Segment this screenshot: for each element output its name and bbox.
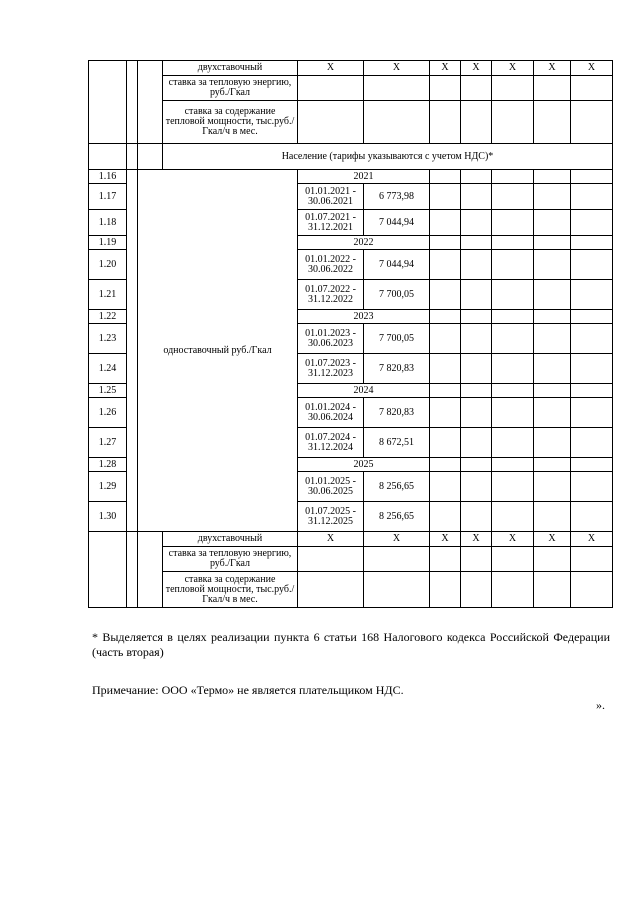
rate-capacity-label: ставка за содержание тепловой мощности, тыс.руб./Гкал/ч в мес. (163, 572, 298, 608)
period-cell: 01.01.2021 - 30.06.2021 (298, 184, 364, 210)
empty-cell (461, 502, 492, 532)
tariff-value: 7 820,83 (364, 398, 430, 428)
empty-cell (492, 384, 534, 398)
x-mark: X (298, 61, 364, 76)
empty-cell (492, 398, 534, 428)
two-part-label: двухставочный (163, 61, 298, 76)
empty-cell (461, 384, 492, 398)
x-mark: X (364, 61, 430, 76)
empty-cell (461, 210, 492, 236)
empty-cell (461, 101, 492, 144)
row-number: 1.25 (89, 384, 127, 398)
empty-cell (534, 210, 571, 236)
empty-cell (461, 472, 492, 502)
empty-cell (364, 547, 430, 572)
year-header: 2022 (298, 236, 430, 250)
empty-cell (430, 310, 461, 324)
empty-cell (571, 310, 613, 324)
empty-cell (430, 428, 461, 458)
empty-cell (298, 547, 364, 572)
tariff-value: 7 044,94 (364, 210, 430, 236)
empty-cell (571, 458, 613, 472)
tariff-value: 8 256,65 (364, 502, 430, 532)
tariff-table (88, 60, 613, 608)
period-cell: 01.07.2024 - 31.12.2024 (298, 428, 364, 458)
tariff-value: 8 256,65 (364, 472, 430, 502)
empty-cell (571, 502, 613, 532)
empty-cell (492, 280, 534, 310)
x-mark: X (430, 61, 461, 76)
empty-cell (571, 210, 613, 236)
empty-cell (138, 144, 163, 170)
empty-cell (534, 428, 571, 458)
empty-cell (492, 101, 534, 144)
empty-cell (571, 184, 613, 210)
empty-cell (492, 184, 534, 210)
tariff-value: 6 773,98 (364, 184, 430, 210)
empty-cell (461, 398, 492, 428)
empty-cell (298, 76, 364, 101)
row-number: 1.28 (89, 458, 127, 472)
one-part-label: одноставочный руб./Гкал (138, 170, 298, 532)
rate-energy-label: ставка за тепловую энергию, руб./Гкал (163, 76, 298, 101)
empty-cell (364, 76, 430, 101)
empty-cell (461, 170, 492, 184)
empty-cell (534, 458, 571, 472)
row-number: 1.18 (89, 210, 127, 236)
period-cell: 01.01.2023 - 30.06.2023 (298, 324, 364, 354)
vat-note: Примечание: ООО «Термо» не является плательщиком НДС. (92, 683, 404, 697)
row-number: 1.30 (89, 502, 127, 532)
empty-num-cell (89, 61, 127, 144)
x-mark: X (461, 532, 492, 547)
empty-cell (571, 428, 613, 458)
empty-cell (492, 170, 534, 184)
empty-cell (138, 532, 163, 608)
year-header: 2025 (298, 458, 430, 472)
empty-cell (127, 170, 138, 532)
empty-cell (534, 310, 571, 324)
empty-cell (571, 547, 613, 572)
empty-cell (461, 236, 492, 250)
empty-cell (571, 324, 613, 354)
rate-energy-label: ставка за тепловую энергию, руб./Гкал (163, 547, 298, 572)
x-mark: X (298, 532, 364, 547)
empty-cell (461, 324, 492, 354)
empty-cell (430, 324, 461, 354)
empty-cell (492, 458, 534, 472)
empty-cell (534, 572, 571, 608)
empty-cell (571, 101, 613, 144)
empty-cell (138, 61, 163, 144)
empty-cell (127, 144, 138, 170)
tariff-value: 7 700,05 (364, 280, 430, 310)
empty-cell (461, 76, 492, 101)
year-header: 2023 (298, 310, 430, 324)
empty-cell (127, 532, 138, 608)
empty-cell (492, 428, 534, 458)
empty-cell (492, 502, 534, 532)
empty-cell (571, 354, 613, 384)
period-cell: 01.07.2022 - 31.12.2022 (298, 280, 364, 310)
empty-cell (461, 547, 492, 572)
population-header: Население (тарифы указываются с учетом НДС)* (163, 144, 613, 170)
empty-cell (534, 280, 571, 310)
x-mark: X (492, 61, 534, 76)
empty-cell (430, 210, 461, 236)
empty-cell (430, 184, 461, 210)
row-number: 1.29 (89, 472, 127, 502)
empty-cell (534, 547, 571, 572)
empty-cell (461, 428, 492, 458)
period-cell: 01.07.2021 - 31.12.2021 (298, 210, 364, 236)
empty-cell (492, 210, 534, 236)
empty-cell (492, 472, 534, 502)
empty-cell (430, 458, 461, 472)
empty-cell (571, 170, 613, 184)
x-mark: X (430, 532, 461, 547)
row-number: 1.27 (89, 428, 127, 458)
empty-cell (571, 472, 613, 502)
row-number: 1.22 (89, 310, 127, 324)
empty-cell (492, 547, 534, 572)
empty-cell (461, 280, 492, 310)
row-number: 1.19 (89, 236, 127, 250)
empty-cell (461, 572, 492, 608)
empty-cell (571, 280, 613, 310)
empty-cell (430, 170, 461, 184)
x-mark: X (492, 532, 534, 547)
empty-num-cell (89, 532, 127, 608)
empty-cell (492, 250, 534, 280)
empty-cell (430, 572, 461, 608)
empty-cell (430, 502, 461, 532)
x-mark: X (534, 532, 571, 547)
empty-cell (127, 61, 138, 144)
empty-cell (430, 236, 461, 250)
empty-cell (534, 170, 571, 184)
empty-cell (534, 324, 571, 354)
vat-footnote: * Выделяется в целях реализации пункта 6 статьи 168 Налогового кодекса Российской Федерации (часть вторая) (92, 630, 610, 659)
empty-cell (364, 101, 430, 144)
period-cell: 01.01.2024 - 30.06.2024 (298, 398, 364, 428)
x-mark: X (571, 532, 613, 547)
tariff-value: 7 820,83 (364, 354, 430, 384)
x-mark: X (534, 61, 571, 76)
empty-cell (430, 280, 461, 310)
empty-cell (430, 472, 461, 502)
empty-cell (364, 572, 430, 608)
empty-cell (430, 250, 461, 280)
rate-capacity-label: ставка за содержание тепловой мощности, тыс.руб./Гкал/ч в мес. (163, 101, 298, 144)
row-number: 1.21 (89, 280, 127, 310)
empty-cell (430, 76, 461, 101)
empty-cell (298, 572, 364, 608)
empty-cell (571, 398, 613, 428)
empty-cell (492, 236, 534, 250)
row-number: 1.26 (89, 398, 127, 428)
empty-cell (492, 76, 534, 101)
year-header: 2021 (298, 170, 430, 184)
empty-cell (492, 310, 534, 324)
empty-cell (571, 572, 613, 608)
period-cell: 01.07.2025 - 31.12.2025 (298, 502, 364, 532)
empty-cell (534, 502, 571, 532)
empty-cell (534, 250, 571, 280)
empty-cell (534, 184, 571, 210)
empty-cell (430, 354, 461, 384)
empty-cell (492, 324, 534, 354)
tariff-value: 7 044,94 (364, 250, 430, 280)
row-number: 1.23 (89, 324, 127, 354)
empty-cell (571, 236, 613, 250)
two-part-label: двухставочный (163, 532, 298, 547)
empty-cell (534, 384, 571, 398)
empty-cell (461, 250, 492, 280)
empty-cell (571, 76, 613, 101)
empty-cell (430, 547, 461, 572)
x-mark: X (571, 61, 613, 76)
x-mark: X (461, 61, 492, 76)
empty-cell (571, 384, 613, 398)
empty-cell (298, 101, 364, 144)
empty-num-cell (89, 144, 127, 170)
empty-cell (430, 101, 461, 144)
empty-cell (534, 354, 571, 384)
year-header: 2024 (298, 384, 430, 398)
closing-quote: ». (596, 698, 605, 712)
empty-cell (461, 310, 492, 324)
period-cell: 01.01.2025 - 30.06.2025 (298, 472, 364, 502)
row-number: 1.24 (89, 354, 127, 384)
empty-cell (492, 354, 534, 384)
row-number: 1.16 (89, 170, 127, 184)
empty-cell (461, 458, 492, 472)
empty-cell (430, 384, 461, 398)
empty-cell (461, 184, 492, 210)
empty-cell (534, 398, 571, 428)
row-number: 1.17 (89, 184, 127, 210)
empty-cell (461, 354, 492, 384)
empty-cell (571, 250, 613, 280)
empty-cell (534, 236, 571, 250)
empty-cell (430, 398, 461, 428)
empty-cell (534, 472, 571, 502)
empty-cell (492, 572, 534, 608)
tariff-value: 8 672,51 (364, 428, 430, 458)
x-mark: X (364, 532, 430, 547)
tariff-value: 7 700,05 (364, 324, 430, 354)
row-number: 1.20 (89, 250, 127, 280)
period-cell: 01.01.2022 - 30.06.2022 (298, 250, 364, 280)
empty-cell (534, 76, 571, 101)
empty-cell (534, 101, 571, 144)
period-cell: 01.07.2023 - 31.12.2023 (298, 354, 364, 384)
